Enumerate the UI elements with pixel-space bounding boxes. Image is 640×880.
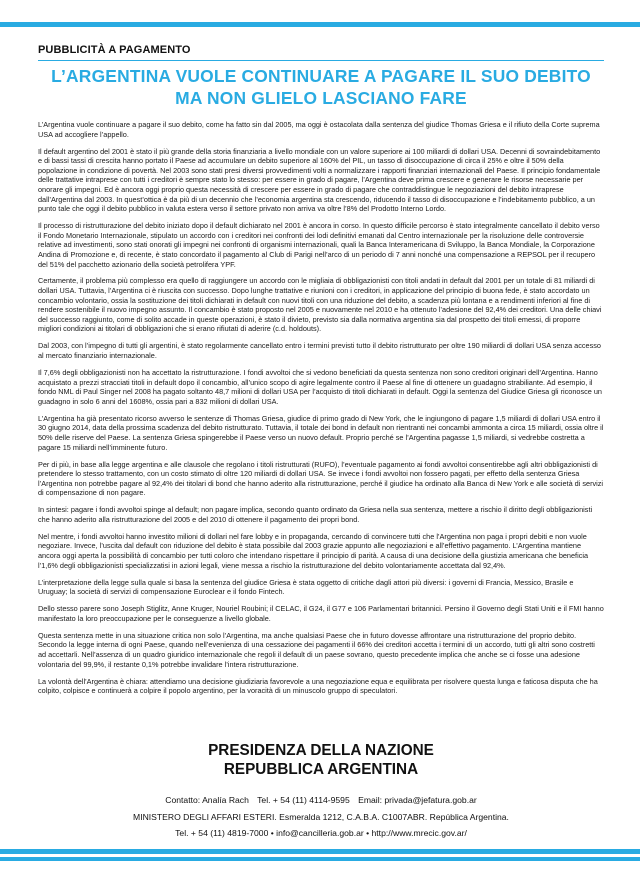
paragraph: L’Argentina vuole continuare a pagare il suo debito, come ha fatto sin dal 2005, ma oggi è ostacolata dalla sentenza del giudice Thomas Griesa e il rifiuto della Corte suprema USA ad accogliere l’appello.	[38, 120, 600, 139]
bullet-separator: •	[270, 828, 274, 838]
top-accent-band	[0, 22, 640, 27]
paragraph: Questa sentenza mette in una situazione critica non solo l’Argentina, ma anche qualsiasi Paese che in futuro dovesse affrontare una ristrutturazione del proprio debito. Secondo la legge interna di ogni Paese, quando nell’evenienza di una cessazione dei pagamenti il 66% dei creditori accetta i termini di un accordo, tutti gli altri sono costretti ad accettarli. Nell’assenza di un quadro giuridico internazionale che regoli il default di un paese sovrano, questo precedente implica che anche se ci fosse una adesione volontaria del 99,9%, il restante 0,1% potrebbe invalidare l’intera ristrutturazione.	[38, 630, 595, 669]
paragraph: L’Argentina ha già presentato ricorso avverso le sentenze di Thomas Griesa, giudice di primo grado di New York, che le ingiungono di pagare 1,5 miliardi di dollari USA entro il 30 giugno 2014, data della prossima scadenza del debito ristrutturato. Tuttavia, il totale dei bond in default non rientranti nei concambi ammonta a circa 15 miliardi, ossia oltre il 50% delle riserve del Paese. La sentenza Griesa spingerebbe il Paese verso un nuovo default. Proprio perché se l’Argentina pagasse 1,5 miliardi, si vedrebbe costretta a pagare 15 miliardi nell’imminente futuro.	[38, 413, 604, 452]
signature-line-1: PRESIDENZA DELLA NAZIONE	[208, 742, 434, 759]
paragraph: L’interpretazione della legge sulla quale si basa la sentenza del giudice Griesa è stata oggetto di critiche dagli attori più diversi: i governi di Francia, Messico, Brasile e Uruguay; la società di servizi di compensazione Euroclear e il fondo Fintech.	[38, 577, 574, 597]
contact-line	[38, 794, 604, 806]
paragraph: Certamente, il problema più complesso era quello di raggiungere un accordo con le migliaia di obbligazionisti con titoli andati in default dal 2001 per un totale di 81 miliardi di dollari USA. Tuttavia, l’Argentina ci è riuscita con successo. Dopo lunghe trattative e riunioni con i creditori, in applicazione del principio di buona fede, è stato accordato un concambio volontario, ossia la sostituzione dei titoli dichiarati in default con nuovi titoli con una riduzione del debito, a scadenza più lontana e a rendimenti inferiori al fine di rendere sostenibile il nuovo impegno assunto. Il concambio è stato proposto nel 2005 e nuovamente nel 2010 e ha ottenuto l’adesione del 92,4% dei creditori. Una delle chiavi del successo raggiunto, come di solito accade in queste operazioni, è stato il divieto, previsto sia dalla normativa argentina sia dal prospetto dei titoli emessi, di proporre migliori condizioni ai titolari di obbligazioni che si erano rifiutati di aderire (c.d. holdouts).	[38, 276, 602, 334]
ministry-email[interactable]: info@cancilleria.gob.ar	[276, 828, 364, 838]
article-body	[38, 120, 604, 703]
signature-block	[38, 741, 604, 779]
paragraph: Il 7,6% degli obbligazionisti non ha accettato la ristrutturazione. I fondi avvoltoi che si vedono beneficiati da questa sentenza non sono creditori originari dell’Argentina. Hanno acquistato a prezzi stracciati titoli in default dopo il concambio, all’unico scopo di agire legalmente contro il Paese al fine di ottenere un guadagno strabiliante. Ad esempio, il fondo NML di Paul Singer nel 2008 ha pagato soltanto 48,7 milioni di dollari USA per l’acquisto di titoli dichiarati in default. Oggi la sentenza del Giudice Griesa gli riconosce un guadagno in solo 6 anni del 1608%, ossia pari a 832 milioni di dollari USA.	[38, 368, 602, 406]
paragraph: In sintesi: pagare i fondi avvoltoi spinge al default; non pagare implica, secondo quanto ordinato da Griesa nella sua sentenza, mettere a rischio il diritto degli obbligazionisti che hanno aderito alla ristrutturazione del 2005 e del 2010 di ottenere il pagamento dei propri bond.	[38, 505, 593, 524]
headline-line-2: MA NON GLIELO LASCIANO FARE	[175, 88, 467, 108]
paragraph: Il processo di ristrutturazione del debito iniziato dopo il default dichiarato nel 2001 è ancora in corso. In questo difficile percorso è stato integralmente cancellato il debito verso il Fondo Monetario Internazionale, stipulato un accordo con i creditori nei confronti dei lodi definitivi emanati dal Centro internazionale per la risoluzione delle controversie relative ad investimenti, sono stati onorati gli impegni nei confronti di organismi internazionali, quali la Banca Interamericana di Sviluppo, la Banca Mondiale, la Corporazione Andina di Promozione e, di recente, è stato concordato il pagamento al Club di Parigi nell’arco di un periodo di 7 anni nonché una compensazione a REPSOL per il recupero del 51% del pacchetto azionario della società petrolifera YPF.	[38, 221, 600, 269]
paragraph: Per di più, in base alla legge argentina e alle clausole che regolano i titoli ristrutturati (RUFO), l’eventuale pagamento ai fondi avvoltoi consentirebbe agli altri obbligazionisti di pretendere lo stesso trattamento, con un costo stimato di oltre 120 miliardi di dollari USA. Se invece i fondi avvoltoi non fossero pagati, per effetto della sentenza Griesa l’Argentina non potrebbe pagare al 92,4% dei titolari di bond che hanno aderito alla ristrutturazione, perché il giudice ha ordinato alla Banca di New York e alle società di servizi di compensazione di non pagare.	[38, 459, 604, 498]
bullet-separator: •	[366, 828, 370, 838]
ministry-website-link[interactable]: http://www.mrecic.gov.ar/	[371, 828, 467, 838]
signature-line-2: REPUBBLICA ARGENTINA	[223, 761, 419, 778]
ministry-line: MINISTERO DEGLI AFFARI ESTERI. Esmeralda 1212, C.A.B.A. C1007ABR. República Argentina.	[133, 812, 509, 822]
paragraph: Dal 2003, con l’impegno di tutti gli argentini, è stato regolarmente cancellato entro i termini previsti tutto il debito ristrutturato per oltre 190 miliardi di dollari USA senza accesso al mercato finanziario internazionale.	[38, 341, 601, 361]
ministry-contact-line	[38, 827, 604, 839]
contact-phone: Tel. + 54 (11) 4114-9595	[257, 795, 350, 805]
contact-email[interactable]: Email: privada@jefatura.gob.ar	[358, 795, 477, 805]
bottom-accent-band	[0, 849, 640, 854]
ministry-phone: Tel. + 54 (11) 4819-7000	[175, 828, 269, 838]
contact-name: Contatto: Analía Rach	[165, 795, 249, 805]
bottom-accent-band-thin	[0, 857, 640, 861]
headline-line-1: L’ARGENTINA VUOLE CONTINUARE A PAGARE IL SUO DEBITO	[51, 66, 591, 86]
paragraph: Nel mentre, i fondi avvoltoi hanno investito milioni di dollari nel fare lobby e in propaganda, cercando di convincere tutti che l’Argentina non paga i propri debiti e non vuole negoziare. Invece, l’uscita dal default con riduzione del debito è stata possibile dal 2003 grazie appunto alle negoziazioni e all’effettivo pagamento. L’Argentina mantiene ancora oggi aperta la possibilità di concambio per tutti coloro che intendano rispettare il principio di parità. A causa di una decisione della giustizia americana che beneficia l’1,6% degli obbligazionisti specializzatisi in azioni legali, viene messa a rischio la ristrutturazione del debito volontariamente accettata dal 92,4%.	[38, 531, 589, 570]
paragraph: Il default argentino del 2001 è stato il più grande della storia finanziaria a livello mondiale con un valore superiore ai 100 miliardi di dollari USA. Decenni di sovraindebitamento e di bassi tassi di crescita hanno portato il Paese ad accumulare un debito superiore al 160% del PIL, un tasso di disoccupazione di circa il 25% e oltre il 50% della popolazione in condizione di povertà. Nel 2003 sono stati presi diversi provvedimenti volti a normalizzare i rapporti finanziari internazionali del Paese. Il principio fondamentale delle trattative intraprese con tutti i creditori è sempre stato lo stesso: per essere in grado di pagare, l’Argentina deve prima crescere e generare le risorse necessarie per onorare gli impegni. Ed è ancora oggi proprio questa necessità di crescere per essere in grado di pagare che contraddistingue le negoziazioni del debito intraprese dall’Argentina dal 2003. In quest’ottica è da più di un decennio che l’economia argentina sta crescendo, riducendo il tasso di disoccupazione e l’indebitamento pubblico, a un punto tale che oggi il debito pubblico in valuta estera verso il settore privato non arriva va oltre l’8% del Prodotto Interno Lordo.	[38, 146, 601, 214]
paragraph: Dello stesso parere sono Joseph Stiglitz, Anne Kruger, Nouriel Roubini; il CELAC, il G24, il G77 e 106 Parlamentari britannici. Persino il Governo degli Stati Uniti e il FMI hanno manifestato la loro preoccupazione per le conseguenze a livello globale.	[38, 604, 604, 623]
headline	[38, 65, 604, 109]
paragraph: La volontà dell’Argentina è chiara: attendiamo una decisione giudiziaria favorevole a una negoziazione equa e equilibrata per risolvere questa lunga e faticosa disputa che ha colpito, colpisce e continuerà a colpire il popolo argentino, per la voracità di un minuscolo gruppo di speculatori.	[38, 676, 598, 696]
paid-advertisement-label: PUBBLICITÀ A PAGAMENTO	[38, 44, 604, 61]
